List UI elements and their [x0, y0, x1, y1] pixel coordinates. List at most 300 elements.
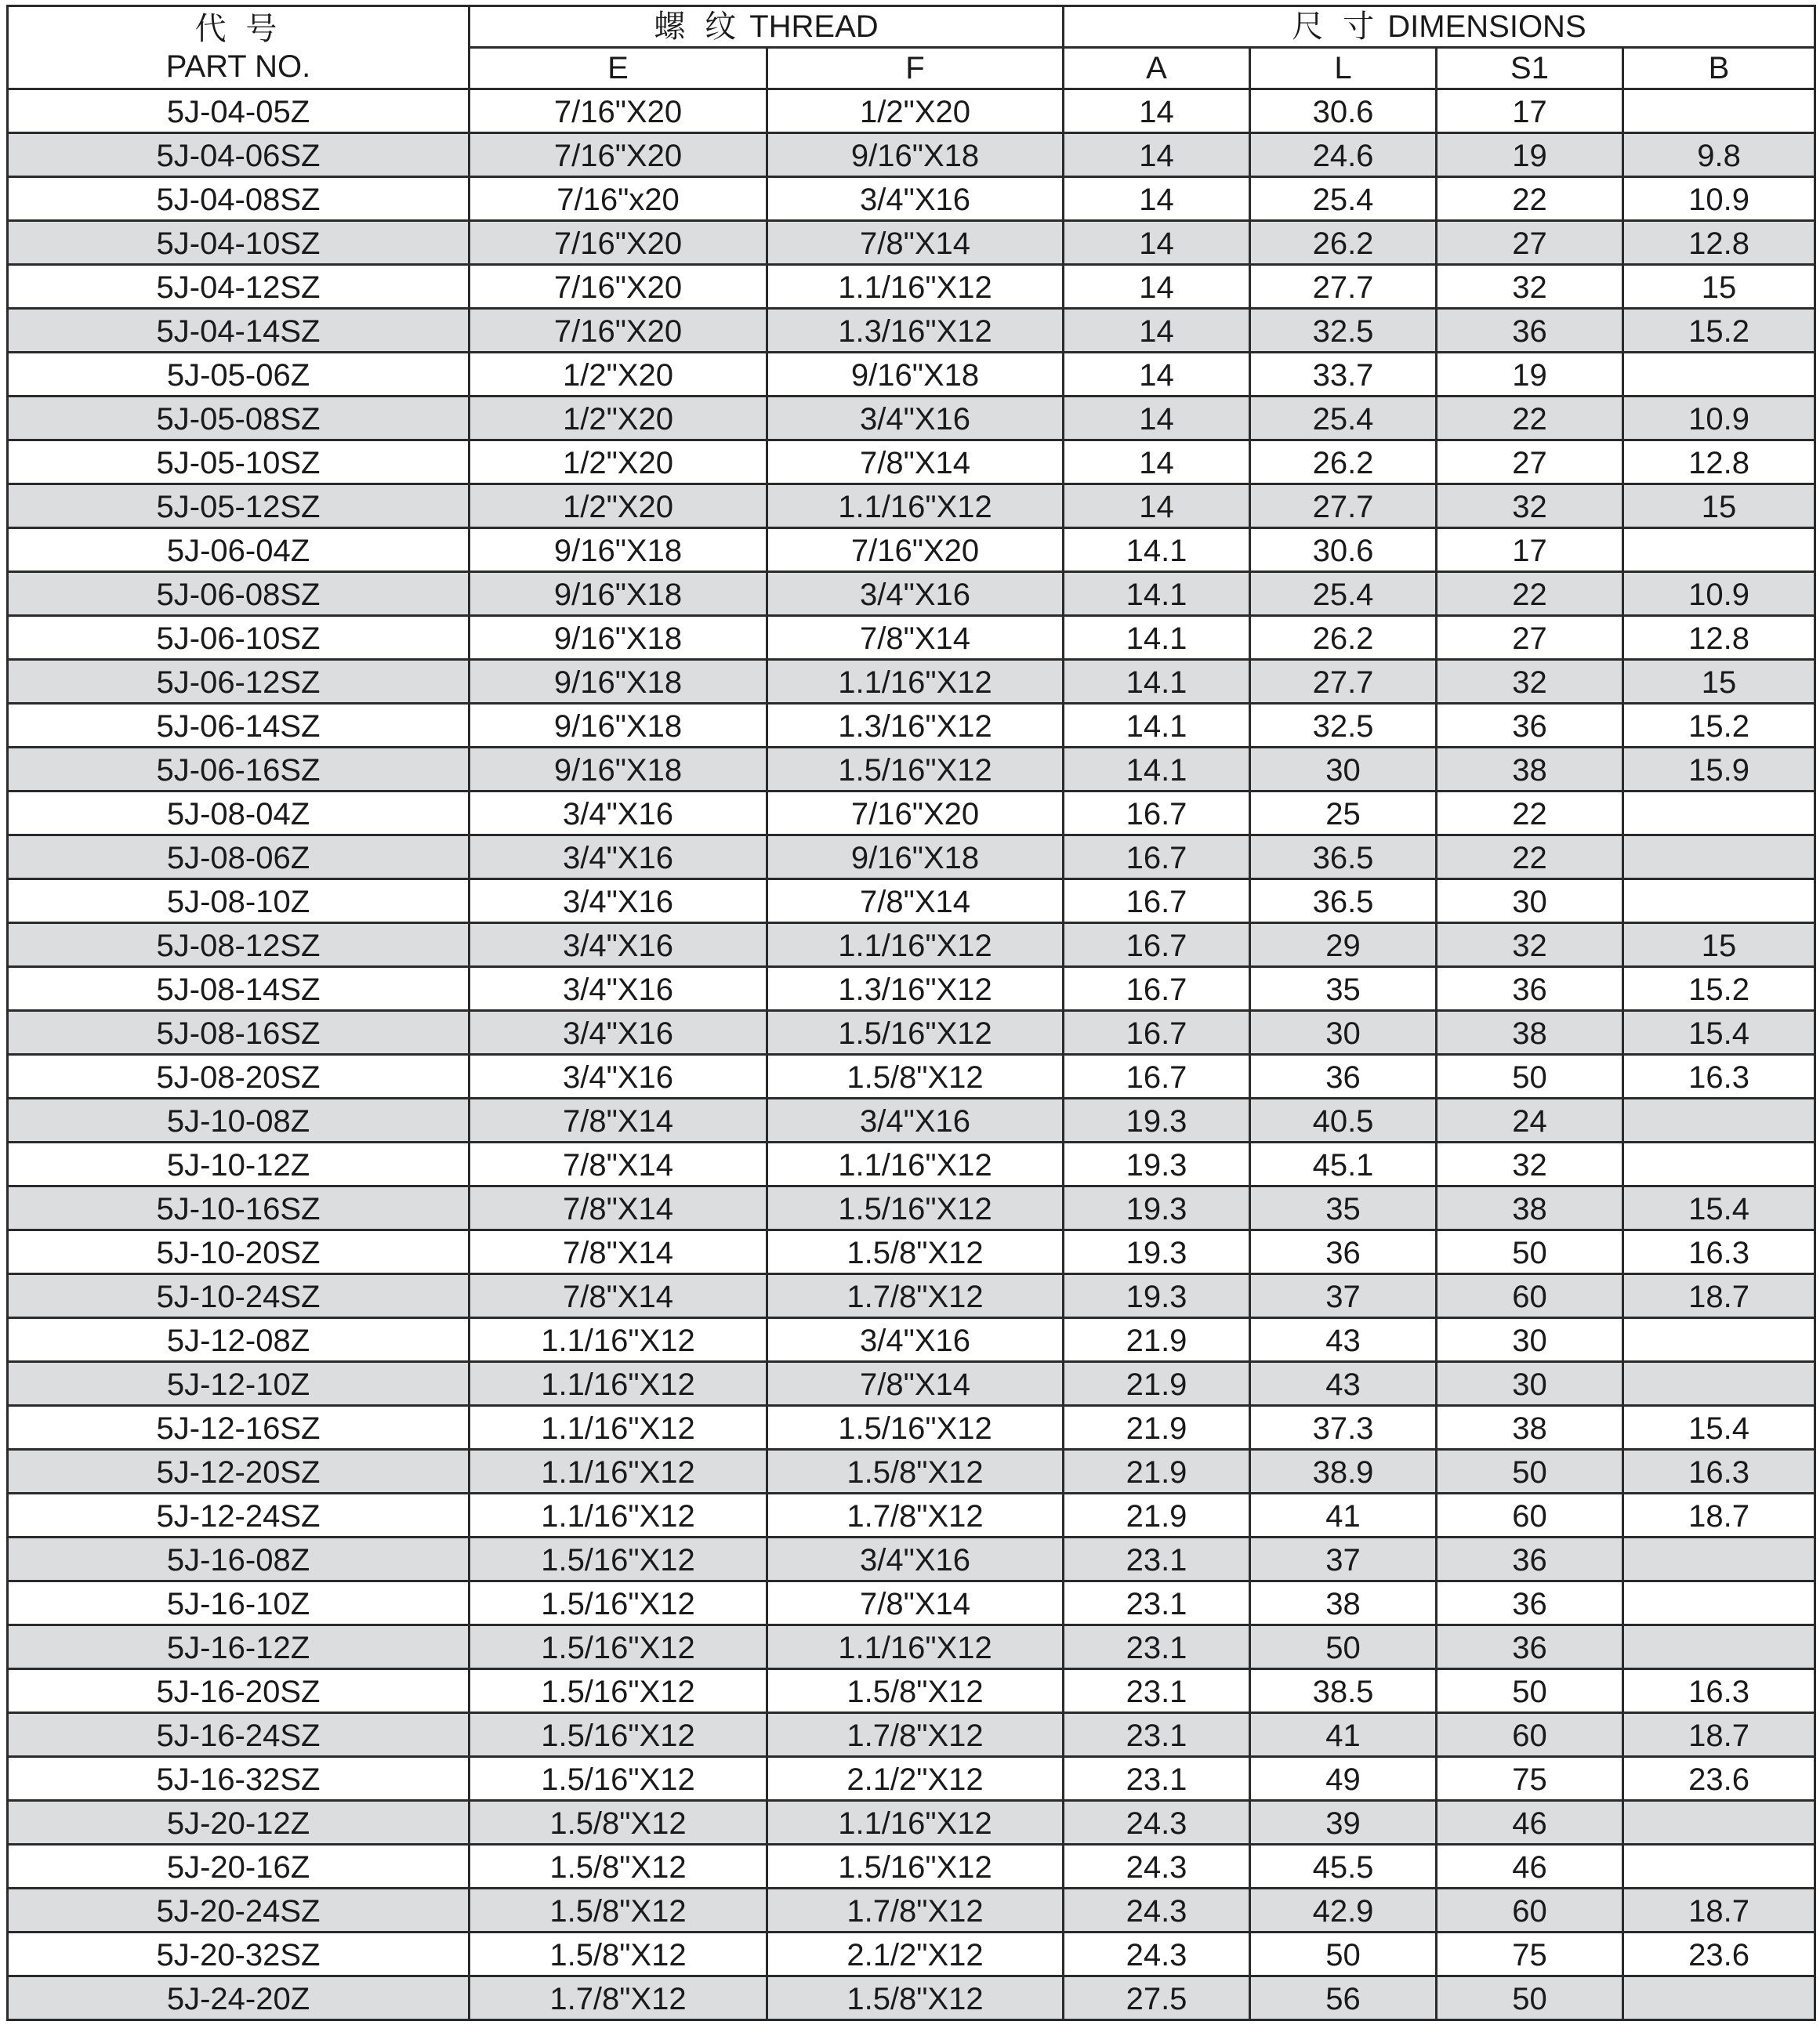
dim-s1-cell: 50 — [1437, 1230, 1623, 1274]
dim-b-cell — [1623, 1845, 1815, 1889]
dim-s1-cell: 17 — [1437, 89, 1623, 133]
part-no-cell: 5J-10-24SZ — [8, 1274, 470, 1318]
table-row — [8, 1845, 1815, 1889]
part-no-cell: 5J-05-06Z — [8, 353, 470, 397]
thread-f-cell: 1/2"X20 — [767, 89, 1064, 133]
thread-f-cell: 1.5/16"X12 — [767, 1186, 1064, 1230]
thread-f-cell: 7/8"X14 — [767, 1581, 1064, 1625]
table-row — [8, 353, 1815, 397]
dim-s1-cell: 27 — [1437, 440, 1623, 484]
table-row — [8, 1230, 1815, 1274]
thread-group-header — [470, 6, 1064, 48]
thread-f-cell: 1.1/16"X12 — [767, 923, 1064, 967]
dim-l-cell: 36 — [1250, 1055, 1437, 1099]
thread-e-cell: 7/16"x20 — [470, 177, 767, 221]
dim-b-cell — [1623, 1362, 1815, 1406]
dim-l-cell: 37 — [1250, 1274, 1437, 1318]
thread-f-cell: 3/4"X16 — [767, 397, 1064, 440]
dimensions-header-cn: 尺 寸 — [1292, 9, 1380, 45]
part-no-header-en: PART NO. — [165, 49, 311, 84]
part-no-cell: 5J-06-14SZ — [8, 704, 470, 748]
thread-f-cell: 9/16"X18 — [767, 133, 1064, 177]
dim-s1-cell: 32 — [1437, 660, 1623, 704]
dim-a-cell: 24.3 — [1064, 1845, 1250, 1889]
part-no-cell: 5J-20-24SZ — [8, 1889, 470, 1933]
dim-b-cell — [1623, 353, 1815, 397]
dim-a-cell: 19.3 — [1064, 1143, 1250, 1186]
dim-s1-cell: 75 — [1437, 1757, 1623, 1801]
thread-e-cell: 3/4"X16 — [470, 1055, 767, 1099]
dim-b-cell: 16.3 — [1623, 1450, 1815, 1494]
part-no-cell: 5J-20-16Z — [8, 1845, 470, 1889]
dim-b-cell: 15.2 — [1623, 704, 1815, 748]
part-no-cell: 5J-12-16SZ — [8, 1406, 470, 1450]
dim-s1-cell: 22 — [1437, 791, 1623, 835]
thread-e-cell: 3/4"X16 — [470, 791, 767, 835]
dim-s1-cell: 22 — [1437, 177, 1623, 221]
dim-b-cell — [1623, 89, 1815, 133]
dim-s1-cell: 60 — [1437, 1889, 1623, 1933]
thread-e-cell: 7/16"X20 — [470, 309, 767, 353]
thread-f-cell: 7/8"X14 — [767, 440, 1064, 484]
thread-e-cell: 1.5/16"X12 — [470, 1757, 767, 1801]
dim-l-cell: 25.4 — [1250, 572, 1437, 616]
dim-a-cell: 21.9 — [1064, 1362, 1250, 1406]
table-row — [8, 835, 1815, 879]
dim-l-cell: 26.2 — [1250, 221, 1437, 265]
table-row — [8, 89, 1815, 133]
thread-e-cell: 7/8"X14 — [470, 1099, 767, 1143]
dim-s1-cell: 32 — [1437, 923, 1623, 967]
thread-f-cell: 1.7/8"X12 — [767, 1889, 1064, 1933]
dim-l-cell: 41 — [1250, 1713, 1437, 1757]
thread-f-cell: 1.1/16"X12 — [767, 660, 1064, 704]
dim-b-cell — [1623, 791, 1815, 835]
table-row — [8, 397, 1815, 440]
part-no-cell: 5J-12-10Z — [8, 1362, 470, 1406]
part-no-cell: 5J-16-24SZ — [8, 1713, 470, 1757]
thread-e-cell: 9/16"X18 — [470, 528, 767, 572]
thread-f-cell: 1.5/8"X12 — [767, 1976, 1064, 2020]
dim-l-cell: 25.4 — [1250, 177, 1437, 221]
thread-e-cell: 7/8"X14 — [470, 1274, 767, 1318]
dim-s1-cell: 50 — [1437, 1450, 1623, 1494]
part-no-cell: 5J-16-20SZ — [8, 1669, 470, 1713]
dim-b-cell — [1623, 1099, 1815, 1143]
table-row — [8, 1801, 1815, 1845]
dim-s1-cell: 50 — [1437, 1669, 1623, 1713]
thread-header-cn: 螺 纹 — [654, 9, 741, 45]
thread-f-cell: 1.5/16"X12 — [767, 1406, 1064, 1450]
part-no-cell: 5J-05-10SZ — [8, 440, 470, 484]
thread-e-cell: 7/16"X20 — [470, 133, 767, 177]
dim-a-cell: 19.3 — [1064, 1274, 1250, 1318]
part-no-cell: 5J-05-12SZ — [8, 484, 470, 528]
dim-b-cell: 10.9 — [1623, 177, 1815, 221]
thread-header-en: THREAD — [749, 9, 879, 44]
thread-e-cell: 3/4"X16 — [470, 835, 767, 879]
table-row — [8, 748, 1815, 791]
dim-s1-cell: 22 — [1437, 397, 1623, 440]
dim-a-cell: 14 — [1064, 353, 1250, 397]
dim-s1-cell: 60 — [1437, 1494, 1623, 1538]
dim-s1-cell: 30 — [1437, 879, 1623, 923]
part-no-cell: 5J-05-08SZ — [8, 397, 470, 440]
dim-b-cell: 10.9 — [1623, 397, 1815, 440]
dim-l-cell: 32.5 — [1250, 309, 1437, 353]
dim-b-cell: 16.3 — [1623, 1230, 1815, 1274]
table-row — [8, 1318, 1815, 1362]
dim-l-cell: 24.6 — [1250, 133, 1437, 177]
thread-f-cell: 1.7/8"X12 — [767, 1274, 1064, 1318]
table-row — [8, 1933, 1815, 1976]
part-no-cell: 5J-10-20SZ — [8, 1230, 470, 1274]
dim-b-cell: 12.8 — [1623, 616, 1815, 660]
dim-l-cell: 45.1 — [1250, 1143, 1437, 1186]
thread-f-cell: 3/4"X16 — [767, 1099, 1064, 1143]
thread-e-cell: 9/16"X18 — [470, 748, 767, 791]
thread-f-cell: 1.3/16"X12 — [767, 704, 1064, 748]
dim-a-cell: 14 — [1064, 397, 1250, 440]
thread-f-cell: 7/16"X20 — [767, 528, 1064, 572]
part-no-cell: 5J-06-04Z — [8, 528, 470, 572]
dim-a-cell: 21.9 — [1064, 1450, 1250, 1494]
table-row — [8, 1143, 1815, 1186]
dim-b-cell: 18.7 — [1623, 1274, 1815, 1318]
dim-s1-cell: 50 — [1437, 1976, 1623, 2020]
dim-s1-cell: 19 — [1437, 353, 1623, 397]
thread-e-cell: 1.5/8"X12 — [470, 1801, 767, 1845]
table-row — [8, 1055, 1815, 1099]
dim-s1-cell: 50 — [1437, 1055, 1623, 1099]
dim-b-cell: 15.2 — [1623, 967, 1815, 1011]
thread-f-cell: 3/4"X16 — [767, 572, 1064, 616]
col-header-a: A — [1064, 48, 1250, 89]
thread-e-cell: 1.5/8"X12 — [470, 1889, 767, 1933]
part-no-cell: 5J-12-24SZ — [8, 1494, 470, 1538]
thread-e-cell: 1/2"X20 — [470, 397, 767, 440]
dim-b-cell: 16.3 — [1623, 1055, 1815, 1099]
dim-l-cell: 43 — [1250, 1362, 1437, 1406]
thread-e-cell: 9/16"X18 — [470, 660, 767, 704]
dim-b-cell: 18.7 — [1623, 1494, 1815, 1538]
dim-l-cell: 36 — [1250, 1230, 1437, 1274]
dim-a-cell: 23.1 — [1064, 1757, 1250, 1801]
thread-e-cell: 1.1/16"X12 — [470, 1318, 767, 1362]
dim-b-cell — [1623, 1143, 1815, 1186]
thread-e-cell: 1.5/16"X12 — [470, 1669, 767, 1713]
thread-f-cell: 1.5/16"X12 — [767, 1845, 1064, 1889]
part-no-cell: 5J-06-08SZ — [8, 572, 470, 616]
table-row — [8, 440, 1815, 484]
part-no-cell: 5J-16-32SZ — [8, 1757, 470, 1801]
table-row — [8, 704, 1815, 748]
table-row — [8, 1406, 1815, 1450]
col-header-s1: S1 — [1437, 48, 1623, 89]
dim-a-cell: 23.1 — [1064, 1713, 1250, 1757]
dim-l-cell: 32.5 — [1250, 704, 1437, 748]
table-row — [8, 484, 1815, 528]
dim-l-cell: 29 — [1250, 923, 1437, 967]
part-no-header-cn: 代 号 — [194, 10, 282, 47]
dim-b-cell: 18.7 — [1623, 1713, 1815, 1757]
table-row — [8, 133, 1815, 177]
thread-f-cell: 3/4"X16 — [767, 1318, 1064, 1362]
dim-a-cell: 14 — [1064, 265, 1250, 309]
thread-f-cell: 2.1/2"X12 — [767, 1757, 1064, 1801]
dim-b-cell — [1623, 879, 1815, 923]
dim-b-cell: 15 — [1623, 484, 1815, 528]
dim-l-cell: 35 — [1250, 967, 1437, 1011]
thread-e-cell: 1.1/16"X12 — [470, 1406, 767, 1450]
dim-b-cell — [1623, 1581, 1815, 1625]
table-row — [8, 1011, 1815, 1055]
dim-b-cell: 15 — [1623, 265, 1815, 309]
dim-b-cell: 15.4 — [1623, 1011, 1815, 1055]
table-row — [8, 265, 1815, 309]
part-no-cell: 5J-10-08Z — [8, 1099, 470, 1143]
col-header-f: F — [767, 48, 1064, 89]
dim-s1-cell: 30 — [1437, 1318, 1623, 1362]
part-no-cell: 5J-08-16SZ — [8, 1011, 470, 1055]
dim-s1-cell: 32 — [1437, 484, 1623, 528]
dim-a-cell: 14 — [1064, 309, 1250, 353]
part-no-cell: 5J-04-10SZ — [8, 221, 470, 265]
thread-f-cell: 1.1/16"X12 — [767, 1143, 1064, 1186]
dim-a-cell: 23.1 — [1064, 1581, 1250, 1625]
dim-b-cell: 18.7 — [1623, 1889, 1815, 1933]
dim-s1-cell: 60 — [1437, 1274, 1623, 1318]
thread-f-cell: 1.5/16"X12 — [767, 748, 1064, 791]
dim-l-cell: 56 — [1250, 1976, 1437, 2020]
dim-a-cell: 21.9 — [1064, 1494, 1250, 1538]
dim-l-cell: 25 — [1250, 791, 1437, 835]
part-no-cell: 5J-04-12SZ — [8, 265, 470, 309]
thread-e-cell: 1.5/8"X12 — [470, 1845, 767, 1889]
dim-s1-cell: 19 — [1437, 133, 1623, 177]
thread-f-cell: 1.5/8"X12 — [767, 1055, 1064, 1099]
thread-e-cell: 1.5/16"X12 — [470, 1538, 767, 1581]
dim-a-cell: 23.1 — [1064, 1625, 1250, 1669]
spec-sheet — [6, 5, 1814, 2021]
table-row — [8, 660, 1815, 704]
dim-a-cell: 24.3 — [1064, 1801, 1250, 1845]
dim-s1-cell: 32 — [1437, 265, 1623, 309]
thread-f-cell: 1.5/8"X12 — [767, 1450, 1064, 1494]
part-no-header — [8, 6, 470, 89]
thread-e-cell: 1.1/16"X12 — [470, 1450, 767, 1494]
part-no-cell: 5J-10-12Z — [8, 1143, 470, 1186]
dim-l-cell: 38.9 — [1250, 1450, 1437, 1494]
dim-a-cell: 14 — [1064, 133, 1250, 177]
thread-e-cell: 7/8"X14 — [470, 1143, 767, 1186]
table-row — [8, 1625, 1815, 1669]
col-header-b: B — [1623, 48, 1815, 89]
dim-a-cell: 14.1 — [1064, 528, 1250, 572]
thread-e-cell: 9/16"X18 — [470, 704, 767, 748]
dim-a-cell: 19.3 — [1064, 1230, 1250, 1274]
thread-f-cell: 9/16"X18 — [767, 353, 1064, 397]
thread-f-cell: 3/4"X16 — [767, 1538, 1064, 1581]
thread-e-cell: 7/16"X20 — [470, 89, 767, 133]
dim-a-cell: 16.7 — [1064, 791, 1250, 835]
dim-a-cell: 14.1 — [1064, 616, 1250, 660]
dim-a-cell: 14 — [1064, 89, 1250, 133]
dim-l-cell: 49 — [1250, 1757, 1437, 1801]
dim-l-cell: 27.7 — [1250, 660, 1437, 704]
dim-a-cell: 14.1 — [1064, 572, 1250, 616]
table-row — [8, 1099, 1815, 1143]
thread-e-cell: 7/8"X14 — [470, 1186, 767, 1230]
dim-l-cell: 30 — [1250, 1011, 1437, 1055]
dim-l-cell: 45.5 — [1250, 1845, 1437, 1889]
col-header-e: E — [470, 48, 767, 89]
dim-s1-cell: 27 — [1437, 221, 1623, 265]
thread-f-cell: 3/4"X16 — [767, 177, 1064, 221]
dim-s1-cell: 36 — [1437, 967, 1623, 1011]
dim-a-cell: 14 — [1064, 484, 1250, 528]
dim-b-cell: 15 — [1623, 923, 1815, 967]
thread-f-cell: 2.1/2"X12 — [767, 1933, 1064, 1976]
dim-b-cell: 16.3 — [1623, 1669, 1815, 1713]
dim-l-cell: 27.7 — [1250, 265, 1437, 309]
part-no-cell: 5J-20-32SZ — [8, 1933, 470, 1976]
dim-s1-cell: 32 — [1437, 1143, 1623, 1186]
dim-l-cell: 27.7 — [1250, 484, 1437, 528]
thread-f-cell: 7/16"X20 — [767, 791, 1064, 835]
thread-f-cell: 1.3/16"X12 — [767, 967, 1064, 1011]
dim-l-cell: 39 — [1250, 1801, 1437, 1845]
thread-e-cell: 1.1/16"X12 — [470, 1362, 767, 1406]
dim-s1-cell: 46 — [1437, 1801, 1623, 1845]
dim-b-cell — [1623, 1318, 1815, 1362]
part-no-cell: 5J-08-12SZ — [8, 923, 470, 967]
thread-f-cell: 7/8"X14 — [767, 221, 1064, 265]
dim-s1-cell: 60 — [1437, 1713, 1623, 1757]
thread-f-cell: 1.1/16"X12 — [767, 265, 1064, 309]
table-row — [8, 1362, 1815, 1406]
part-no-cell: 5J-24-20Z — [8, 1976, 470, 2020]
dim-l-cell: 30.6 — [1250, 89, 1437, 133]
table-row — [8, 1494, 1815, 1538]
thread-f-cell: 7/8"X14 — [767, 879, 1064, 923]
dim-a-cell: 24.3 — [1064, 1933, 1250, 1976]
dim-l-cell: 36.5 — [1250, 879, 1437, 923]
dim-l-cell: 33.7 — [1250, 353, 1437, 397]
dim-a-cell: 16.7 — [1064, 1055, 1250, 1099]
thread-e-cell: 1.1/16"X12 — [470, 1494, 767, 1538]
thread-e-cell: 1.5/8"X12 — [470, 1933, 767, 1976]
table-row — [8, 1581, 1815, 1625]
dim-b-cell — [1623, 1801, 1815, 1845]
dimensions-header-en: DIMENSIONS — [1387, 9, 1586, 44]
table-row — [8, 1186, 1815, 1230]
dim-l-cell: 30.6 — [1250, 528, 1437, 572]
table-row — [8, 177, 1815, 221]
dim-s1-cell: 46 — [1437, 1845, 1623, 1889]
dim-a-cell: 16.7 — [1064, 967, 1250, 1011]
dim-s1-cell: 36 — [1437, 704, 1623, 748]
dim-a-cell: 23.1 — [1064, 1538, 1250, 1581]
table-row — [8, 309, 1815, 353]
dim-b-cell — [1623, 1976, 1815, 2020]
dim-a-cell: 14.1 — [1064, 704, 1250, 748]
dim-s1-cell: 36 — [1437, 1581, 1623, 1625]
dim-b-cell — [1623, 528, 1815, 572]
dim-b-cell: 15.4 — [1623, 1406, 1815, 1450]
table-row — [8, 616, 1815, 660]
dim-s1-cell: 38 — [1437, 748, 1623, 791]
table-row — [8, 221, 1815, 265]
dim-b-cell: 10.9 — [1623, 572, 1815, 616]
thread-f-cell: 1.1/16"X12 — [767, 1625, 1064, 1669]
dim-l-cell: 35 — [1250, 1186, 1437, 1230]
dim-b-cell: 15.2 — [1623, 309, 1815, 353]
dim-a-cell: 14 — [1064, 177, 1250, 221]
header-row-1 — [8, 6, 1815, 48]
dim-s1-cell: 24 — [1437, 1099, 1623, 1143]
dim-b-cell: 12.8 — [1623, 440, 1815, 484]
dim-l-cell: 43 — [1250, 1318, 1437, 1362]
table-row — [8, 1669, 1815, 1713]
thread-e-cell: 9/16"X18 — [470, 616, 767, 660]
dim-s1-cell: 22 — [1437, 835, 1623, 879]
dim-a-cell: 14 — [1064, 440, 1250, 484]
thread-e-cell: 1/2"X20 — [470, 484, 767, 528]
thread-f-cell: 1.7/8"X12 — [767, 1713, 1064, 1757]
thread-f-cell: 1.7/8"X12 — [767, 1494, 1064, 1538]
dim-b-cell: 23.6 — [1623, 1757, 1815, 1801]
thread-f-cell: 7/8"X14 — [767, 1362, 1064, 1406]
part-no-cell: 5J-04-05Z — [8, 89, 470, 133]
table-row — [8, 923, 1815, 967]
thread-e-cell: 3/4"X16 — [470, 967, 767, 1011]
dim-a-cell: 14.1 — [1064, 748, 1250, 791]
dim-b-cell — [1623, 1625, 1815, 1669]
table-row — [8, 791, 1815, 835]
thread-f-cell: 1.1/16"X12 — [767, 484, 1064, 528]
dim-l-cell: 41 — [1250, 1494, 1437, 1538]
dim-a-cell: 23.1 — [1064, 1669, 1250, 1713]
thread-e-cell: 1.5/16"X12 — [470, 1625, 767, 1669]
thread-e-cell: 7/8"X14 — [470, 1230, 767, 1274]
thread-e-cell: 9/16"X18 — [470, 572, 767, 616]
dim-a-cell: 14 — [1064, 221, 1250, 265]
dim-a-cell: 21.9 — [1064, 1318, 1250, 1362]
dim-a-cell: 24.3 — [1064, 1889, 1250, 1933]
dim-a-cell: 16.7 — [1064, 1011, 1250, 1055]
thread-e-cell: 1/2"X20 — [470, 440, 767, 484]
dim-b-cell: 15.9 — [1623, 748, 1815, 791]
dim-a-cell: 19.3 — [1064, 1186, 1250, 1230]
part-no-cell: 5J-16-10Z — [8, 1581, 470, 1625]
thread-f-cell: 7/8"X14 — [767, 616, 1064, 660]
table-row — [8, 1713, 1815, 1757]
dim-l-cell: 26.2 — [1250, 616, 1437, 660]
dim-s1-cell: 30 — [1437, 1362, 1623, 1406]
thread-f-cell: 1.5/8"X12 — [767, 1230, 1064, 1274]
part-no-cell: 5J-20-12Z — [8, 1801, 470, 1845]
dim-l-cell: 36.5 — [1250, 835, 1437, 879]
thread-f-cell: 1.5/8"X12 — [767, 1669, 1064, 1713]
table-row — [8, 1757, 1815, 1801]
dimensions-group-header — [1064, 6, 1815, 48]
dim-a-cell: 16.7 — [1064, 835, 1250, 879]
fitting-dimensions-table — [6, 5, 1816, 2021]
dim-s1-cell: 27 — [1437, 616, 1623, 660]
dim-s1-cell: 38 — [1437, 1406, 1623, 1450]
dim-s1-cell: 36 — [1437, 309, 1623, 353]
